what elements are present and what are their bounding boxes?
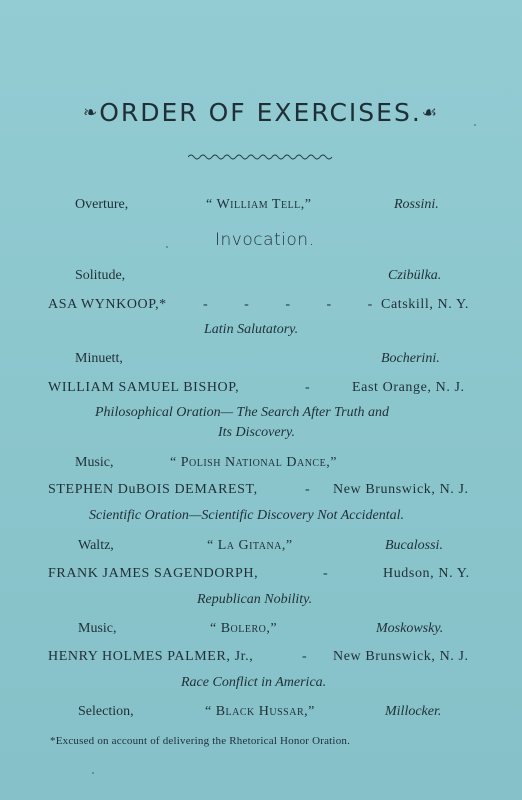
- oration-title: Latin Salutatory.: [204, 322, 299, 337]
- leader-dash: -: [305, 482, 310, 497]
- leader-dashes: - - - - -: [203, 297, 373, 312]
- leader-dash: -: [302, 649, 307, 664]
- overture-label: Overture,: [75, 197, 129, 212]
- title-text: ORDER OF EXERCISES.: [99, 98, 422, 127]
- wavy-rule-divider: [188, 152, 334, 162]
- minuett-label: Minuett,: [75, 351, 123, 366]
- minuett-composer: Bocherini.: [381, 351, 440, 366]
- solitude-label: Solitude,: [75, 268, 126, 283]
- paper-speck: [92, 772, 94, 774]
- oration-title: Scientific Oration—Scientific Discovery Not Accidental.: [89, 508, 405, 523]
- speaker-name: HENRY HOLMES PALMER, Jr.,: [48, 649, 254, 664]
- oration-title: Republican Nobility.: [197, 592, 313, 607]
- speaker-hometown: Hudson, N. Y.: [383, 566, 470, 581]
- leader-dash: -: [305, 380, 310, 395]
- invocation-heading: Invocation.: [215, 230, 315, 250]
- music-composer: Moskowsky.: [376, 621, 444, 636]
- music-label: Music,: [75, 455, 114, 470]
- waltz-piece: “ La Gitana,”: [207, 538, 293, 553]
- speaker-name: WILLIAM SAMUEL BISHOP,: [48, 380, 240, 395]
- left-fleuron-icon: ❧: [82, 103, 100, 123]
- speaker-name: ASA WYNKOOP,*: [48, 297, 167, 312]
- selection-label: Selection,: [78, 704, 134, 719]
- selection-composer: Millocker.: [385, 704, 442, 719]
- music-label: Music,: [78, 621, 117, 636]
- solitude-composer: Czibülka.: [388, 268, 442, 283]
- leader-dash: -: [323, 566, 328, 581]
- music-piece: “ Bolero,”: [210, 621, 278, 636]
- waltz-label: Waltz,: [78, 538, 114, 553]
- overture-piece: “ William Tell,”: [206, 197, 312, 212]
- selection-piece: “ Black Hussar,”: [205, 704, 315, 719]
- footnote: *Excused on account of delivering the Rhetorical Honor Oration.: [50, 735, 351, 747]
- ink-speck: [166, 246, 168, 248]
- waltz-composer: Bucalossi.: [385, 538, 443, 553]
- speaker-hometown: New Brunswick, N. J.: [333, 649, 469, 664]
- speaker-hometown: New Brunswick, N. J.: [333, 482, 469, 497]
- right-fleuron-icon: ☙: [421, 103, 440, 123]
- oration-title-line1: Philosophical Oration— The Search After Truth and: [95, 405, 390, 420]
- page-title: [0, 98, 522, 127]
- speaker-hometown: East Orange, N. J.: [352, 380, 465, 395]
- oration-title: Race Conflict in America.: [181, 675, 327, 690]
- oration-title-line2: Its Discovery.: [218, 425, 295, 440]
- overture-composer: Rossini.: [394, 197, 439, 212]
- speaker-hometown: Catskill, N. Y.: [381, 297, 469, 312]
- speaker-name: FRANK JAMES SAGENDORPH,: [48, 566, 259, 581]
- music-piece: “ Polish National Dance,”: [170, 455, 337, 470]
- speaker-name: STEPHEN DuBOIS DEMAREST,: [48, 482, 258, 497]
- paper-speck: [474, 124, 476, 126]
